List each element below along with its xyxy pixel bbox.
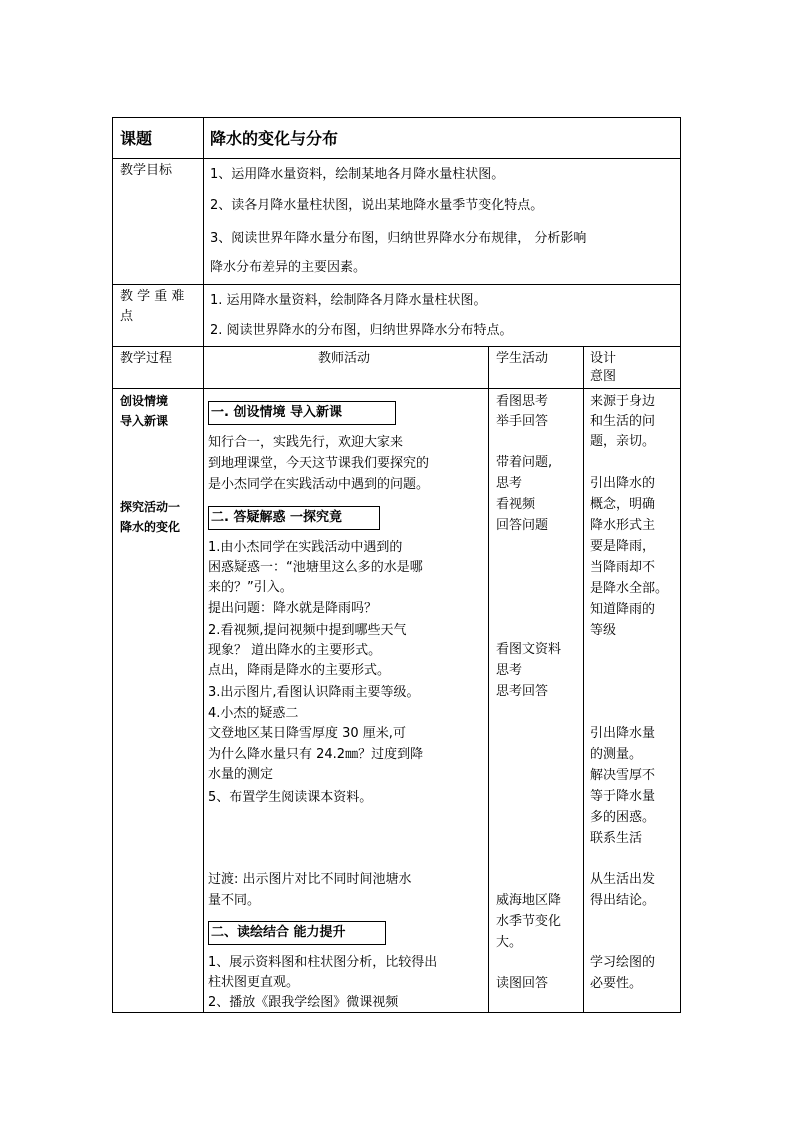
teacher-paragraph: 过渡: 出示图片对比不同时间池塘水 xyxy=(208,872,412,887)
design-intent: 降水形式主 xyxy=(590,518,656,533)
col-divider xyxy=(488,346,489,1013)
design-intent: 概念，明确 xyxy=(590,497,656,512)
teacher-paragraph: 困惑疑惑一：“池塘里这么多的水是哪 xyxy=(208,560,423,575)
teacher-paragraph: 水量的测定 xyxy=(208,767,274,782)
design-intent: 题，亲切。 xyxy=(590,434,656,449)
design-intent: 从生活出发 xyxy=(590,872,656,887)
teacher-paragraph: 来的？”引入。 xyxy=(208,580,293,595)
student-activity: 看图文资料 xyxy=(496,642,562,657)
design-intent: 是降水全部。 xyxy=(590,581,669,596)
student-activity: 水季节变化 xyxy=(496,914,562,929)
section-label: 降水的变化 xyxy=(120,520,181,534)
row-divider xyxy=(112,346,681,347)
teacher-paragraph: 知行合一，实践先行，欢迎大家来 xyxy=(208,435,404,450)
design-intent: 解决雪厚不 xyxy=(590,768,656,783)
design-intent: 要是降雨， xyxy=(590,539,656,554)
key-points-label: 教 学 重 难 xyxy=(120,289,185,304)
design-intent: 引出降水的 xyxy=(590,476,656,491)
section-label: 探究活动一 xyxy=(120,500,181,514)
key-points-label: 点 xyxy=(120,309,134,324)
student-activity: 回答问题 xyxy=(496,518,549,533)
design-intent: 联系生活 xyxy=(590,831,643,846)
key-point-item: 2. 阅读世界降水的分布图，归纳世界降水分布特点。 xyxy=(210,323,513,338)
student-activity: 思考回答 xyxy=(496,684,549,699)
student-activity: 读图回答 xyxy=(496,976,549,991)
goal-item: 2、读各月降水量柱状图，说出某地降水量季节变化特点。 xyxy=(210,198,544,213)
design-intent: 学习绘图的 xyxy=(590,955,656,970)
design-intent: 的测量。 xyxy=(590,747,643,762)
design-intent: 多的困惑。 xyxy=(590,810,656,825)
teacher-paragraph: 现象？ 道出降水的主要形式。 xyxy=(208,643,382,658)
student-activity: 看视频 xyxy=(496,497,536,512)
teacher-paragraph: 2、播放《跟我学绘图》微课视频 xyxy=(208,995,399,1010)
section-label: 创设情境 xyxy=(120,394,169,408)
teacher-paragraph: 1.由小杰同学在实践活动中遇到的 xyxy=(208,540,403,555)
teacher-paragraph: 提出问题：降水就是降雨吗？ xyxy=(208,601,378,616)
student-activity: 思考 xyxy=(496,476,523,491)
teacher-heading: 二. 答疑解惑 一探究竟 xyxy=(208,506,380,530)
design-intent: 等级 xyxy=(590,623,617,638)
teacher-paragraph: 到地理课堂，今天这节课我们要探究的 xyxy=(208,456,430,471)
col-header-teacher: 教师活动 xyxy=(318,351,371,366)
row-divider xyxy=(112,158,681,159)
design-intent: 必要性。 xyxy=(590,976,643,991)
student-activity: 带着问题, xyxy=(496,455,553,470)
col-header-design: 设计 xyxy=(590,351,617,366)
student-activity: 举手回答 xyxy=(496,414,549,429)
teacher-heading: 一. 创设情境 导入新课 xyxy=(208,401,396,425)
teacher-paragraph: 文登地区某日降雪厚度 30 厘米,可 xyxy=(208,726,406,741)
design-intent: 来源于身边 xyxy=(590,394,656,409)
col-header-student: 学生活动 xyxy=(496,351,549,366)
student-activity: 看图思考 xyxy=(496,394,549,409)
student-activity: 威海地区降 xyxy=(496,893,562,908)
teacher-paragraph: 3.出示图片,看图认识降雨主要等级。 xyxy=(208,685,420,700)
student-activity: 大。 xyxy=(496,935,523,950)
teacher-heading: 二、读绘结合 能力提升 xyxy=(208,921,386,945)
teacher-paragraph: 量不同。 xyxy=(208,893,261,908)
design-intent: 得出结论。 xyxy=(590,893,656,908)
teacher-paragraph: 为什么降水量只有 24.2㎜？过度到降 xyxy=(208,747,424,762)
teacher-paragraph: 点出，降雨是降水的主要形式。 xyxy=(208,663,391,678)
key-point-item: 1. 运用降水量资料，绘制降各月降水量柱状图。 xyxy=(210,293,487,308)
design-intent: 和生活的问 xyxy=(590,414,656,429)
design-intent: 引出降水量 xyxy=(590,726,656,741)
goal-item: 降水分布差异的主要因素。 xyxy=(210,260,367,275)
design-intent: 等于降水量 xyxy=(590,789,656,804)
goal-item: 1、运用降水量资料，绘制某地各月降水量柱状图。 xyxy=(210,167,505,182)
process-label: 教学过程 xyxy=(120,351,173,366)
teacher-paragraph: 柱状图更直观。 xyxy=(208,975,300,990)
design-intent: 知道降雨的 xyxy=(590,602,656,617)
page-title: 降水的变化与分布 xyxy=(210,129,339,148)
goal-item: 3、阅读世界年降水量分布图，归纳世界降水分布规律， 分析影响 xyxy=(210,231,587,246)
header-label: 课题 xyxy=(120,129,153,148)
col-divider xyxy=(203,117,204,1013)
col-divider xyxy=(583,346,584,1013)
design-intent: 当降雨却不 xyxy=(590,560,656,575)
section-label: 导入新课 xyxy=(120,414,169,428)
col-header-design: 意图 xyxy=(590,369,617,384)
row-divider xyxy=(112,284,681,285)
goals-label: 教学目标 xyxy=(120,163,173,178)
teacher-paragraph: 1、展示资料图和柱状图分析，比较得出 xyxy=(208,955,438,970)
teacher-paragraph: 是小杰同学在实践活动中遇到的问题。 xyxy=(208,477,430,492)
teacher-paragraph: 4.小杰的疑惑二 xyxy=(208,706,299,721)
teacher-paragraph: 2.看视频,提问视频中提到哪些天气 xyxy=(208,623,407,638)
row-divider xyxy=(112,388,681,389)
teacher-paragraph: 5、布置学生阅读课本资料。 xyxy=(208,790,373,805)
student-activity: 思考 xyxy=(496,663,523,678)
